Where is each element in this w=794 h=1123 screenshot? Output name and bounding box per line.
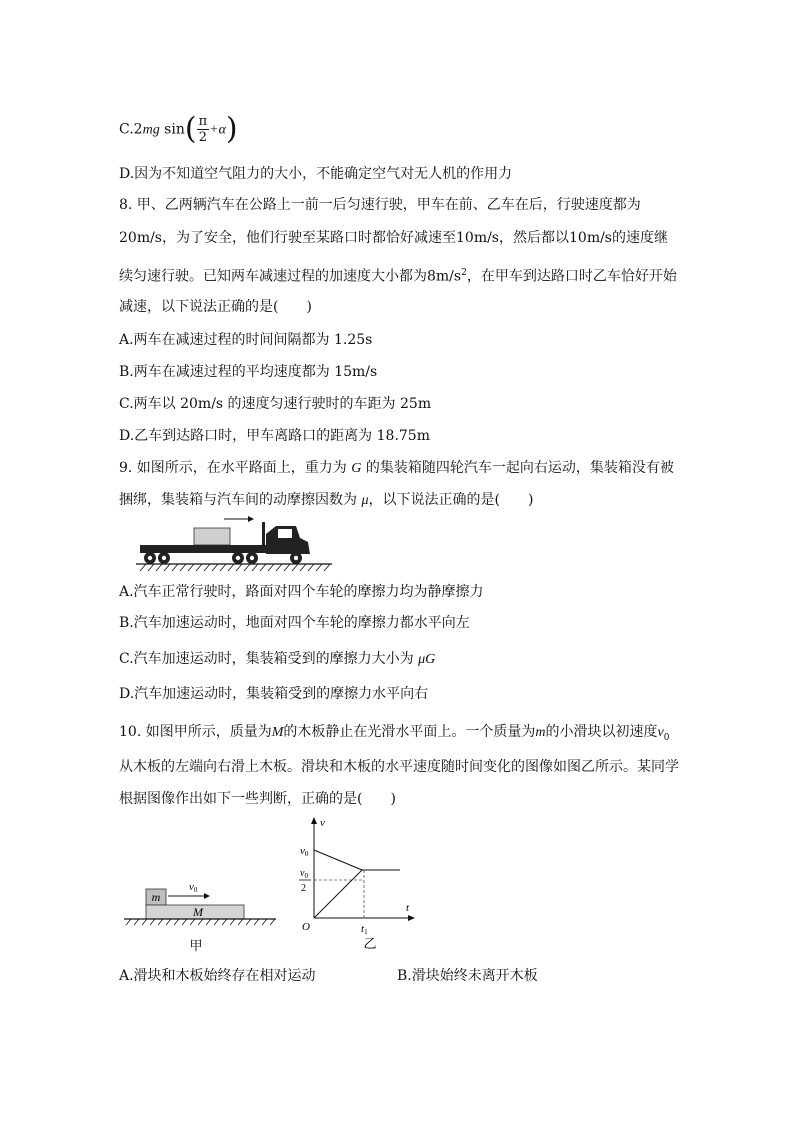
q9-option-d: D.汽车加速运动时，集装箱受到的摩擦力水平向右 xyxy=(119,686,429,702)
q8-line1: 8. 甲、乙两辆汽车在公路上一前一后匀速行驶，甲车在前、乙车在后，行驶速度都为 xyxy=(119,197,641,213)
tick-t1: t1 xyxy=(361,923,368,936)
q10-line3: 根据图像作出如下一些判断，正确的是( ) xyxy=(119,791,396,807)
cab-window xyxy=(278,529,292,538)
block-m-label: m xyxy=(151,890,161,904)
figure-yi xyxy=(294,814,424,954)
trailer-bed xyxy=(140,545,266,553)
exhaust-stack xyxy=(262,522,265,552)
caption-jia: 甲 xyxy=(189,938,203,953)
tick-v0: v0 xyxy=(300,845,309,858)
axis-t-label: t xyxy=(406,902,410,914)
motion-arrowhead xyxy=(248,516,254,522)
origin-label: O xyxy=(302,921,310,933)
caption-yi: 乙 xyxy=(363,936,377,951)
q9-option-a: A.汽车正常行驶时，路面对四个车轮的摩擦力均为静摩擦力 xyxy=(119,584,484,600)
q9-line2: 捆绑，集装箱与汽车间的动摩擦因数为 μ，以下说法正确的是( ) xyxy=(119,492,534,508)
tick-half-den: 2 xyxy=(301,883,306,894)
truck-figure xyxy=(136,514,336,572)
t-axis-arrowhead xyxy=(408,915,415,921)
q8-option-b: B.两车在减速过程的平均速度都为 15m/s xyxy=(119,364,378,380)
tick-half-num: $v_0$ xyxy=(300,868,308,880)
q8-option-d: D.乙车到达路口时，甲车离路口的距离为 18.75m xyxy=(119,428,430,444)
q8-line2: 20m/s，为了安全，他们行驶至某路口时都恰好减速至10m/s，然后都以10m/s的速度继 xyxy=(119,230,668,246)
board-M-label: M xyxy=(193,905,203,919)
q10-option-a: A.滑块和木板始终存在相对运动 xyxy=(119,968,316,984)
pi-over-2-fraction: $\frac{\pi}{2}$ xyxy=(198,114,208,145)
q10-line2: 从木板的左端向右滑上木板。滑块和木板的水平速度随时间变化的图像如图乙所示。某同学 xyxy=(119,759,679,775)
q9-option-b: B.汽车加速运动时，地面对四个车轮的摩擦力都水平向左 xyxy=(119,615,470,631)
option-7d: D.因为不知道空气阻力的大小，不能确定空气对无人机的作用力 xyxy=(119,166,513,182)
q8-option-a: A.两车在减速过程的时间间隔都为 1.25s xyxy=(119,332,373,348)
option-label: C. xyxy=(119,121,134,138)
ground-hatching xyxy=(140,564,330,571)
q8-line3: 续匀速行驶。已知两车减速过程的加速度大小都为$8m/s^2$，在甲车到达路口时乙车恰好开始 xyxy=(119,268,677,285)
figure-jia xyxy=(120,870,280,960)
option-7c: C.2mg sin( $\frac{\pi}{2}$ +α) xyxy=(119,111,238,147)
container-box xyxy=(194,528,230,545)
q9-option-c: C.汽车加速运动时，集装箱受到的摩擦力大小为 μG xyxy=(119,651,436,667)
q8-option-c: C.两车以 20m/s 的速度匀速行驶时的车距为 25m xyxy=(119,396,432,412)
velocity-label: v0 xyxy=(189,881,198,894)
v-axis-arrowhead xyxy=(311,817,317,824)
q10-line1: 10. 如图甲所示，质量为M的木板静止在光滑水平面上。一个质量为m的小滑块以初速度$v_0$ xyxy=(119,724,670,743)
q8-line4: 减速，以下说法正确的是( ) xyxy=(119,299,312,315)
q10-option-b: B.滑块始终未离开木板 xyxy=(397,968,538,984)
block-velocity-line xyxy=(314,850,362,870)
q9-line1: 9. 如图所示，在水平路面上，重力为 G 的集装箱随四轮汽车一起向右运动，集装箱没有被 xyxy=(119,460,674,476)
floor-hatching xyxy=(126,919,275,925)
board-velocity-line xyxy=(314,870,362,918)
velocity-arrowhead xyxy=(204,893,210,899)
axis-v-label: v xyxy=(320,817,325,829)
